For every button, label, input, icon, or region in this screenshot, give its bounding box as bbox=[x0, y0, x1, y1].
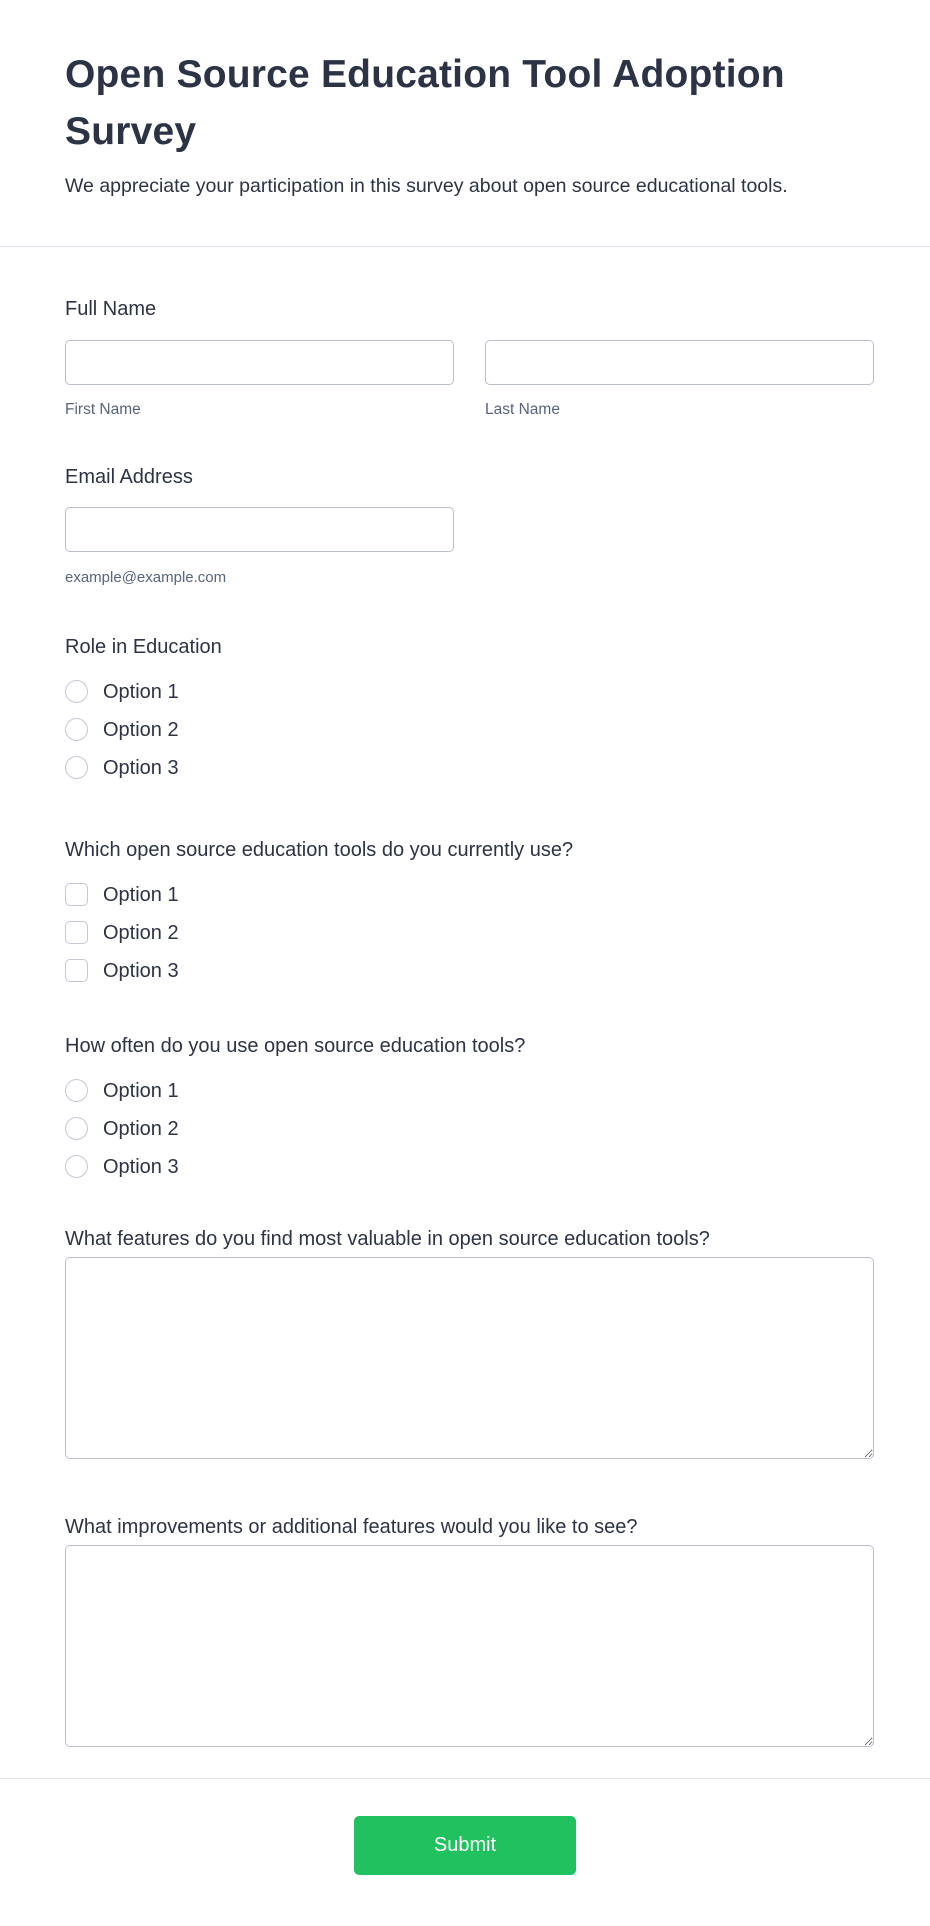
first-name-group bbox=[65, 340, 454, 419]
option-label: Option 2 bbox=[103, 1117, 179, 1140]
question-email bbox=[65, 465, 874, 587]
form-title: Open Source Education Tool Adoption Survey bbox=[65, 53, 785, 153]
form-subtitle: We appreciate your participation in this survey about open source educational tools. bbox=[65, 175, 788, 197]
radio-input[interactable] bbox=[65, 756, 88, 779]
frequency-option-2[interactable] bbox=[65, 1113, 179, 1144]
tools-option-2[interactable] bbox=[65, 917, 179, 948]
option-label: Option 1 bbox=[103, 680, 179, 703]
tools-option-1[interactable] bbox=[65, 879, 179, 910]
option-label: Option 3 bbox=[103, 1155, 179, 1178]
frequency-option-1[interactable] bbox=[65, 1075, 179, 1106]
question-valuable-features bbox=[65, 1227, 874, 1459]
name-row bbox=[65, 340, 874, 419]
tools-option-3[interactable] bbox=[65, 955, 179, 986]
checkbox-input[interactable] bbox=[65, 959, 88, 982]
option-label: Option 3 bbox=[103, 756, 179, 779]
last-name-sublabel: Last Name bbox=[485, 401, 560, 418]
option-label: Option 2 bbox=[103, 921, 179, 944]
question-full-name bbox=[65, 297, 874, 419]
last-name-group bbox=[485, 340, 874, 419]
role-option-3[interactable] bbox=[65, 752, 179, 783]
form-body bbox=[0, 297, 930, 1747]
valuable-features-label: What features do you find most valuable in open source education tools? bbox=[65, 1228, 710, 1250]
checkbox-input[interactable] bbox=[65, 883, 88, 906]
radio-input[interactable] bbox=[65, 680, 88, 703]
frequency-label: How often do you use open source education tools? bbox=[65, 1035, 526, 1057]
question-tools-used bbox=[65, 838, 874, 986]
last-name-input[interactable] bbox=[485, 340, 874, 385]
valuable-features-textarea[interactable] bbox=[65, 1257, 874, 1459]
radio-input[interactable] bbox=[65, 1117, 88, 1140]
first-name-sublabel: First Name bbox=[65, 401, 141, 418]
role-option-1[interactable] bbox=[65, 676, 179, 707]
question-improvements bbox=[65, 1515, 874, 1747]
radio-input[interactable] bbox=[65, 718, 88, 741]
form-footer bbox=[0, 1779, 930, 1926]
header-divider bbox=[0, 246, 930, 247]
question-role bbox=[65, 635, 874, 783]
frequency-option-3[interactable] bbox=[65, 1151, 179, 1182]
option-label: Option 2 bbox=[103, 718, 179, 741]
full-name-label: Full Name bbox=[65, 298, 157, 320]
radio-input[interactable] bbox=[65, 1155, 88, 1178]
email-input[interactable] bbox=[65, 507, 454, 552]
email-label: Email Address bbox=[65, 466, 193, 488]
role-option-2[interactable] bbox=[65, 714, 179, 745]
role-label: Role in Education bbox=[65, 636, 222, 658]
option-label: Option 3 bbox=[103, 959, 179, 982]
checkbox-input[interactable] bbox=[65, 921, 88, 944]
improvements-label: What improvements or additional features would you like to see? bbox=[65, 1516, 638, 1538]
first-name-input[interactable] bbox=[65, 340, 454, 385]
option-label: Option 1 bbox=[103, 1079, 179, 1102]
submit-button[interactable]: Submit bbox=[354, 1816, 576, 1875]
option-label: Option 1 bbox=[103, 883, 179, 906]
tools-used-label: Which open source education tools do you currently use? bbox=[65, 839, 574, 861]
radio-input[interactable] bbox=[65, 1079, 88, 1102]
email-sublabel: example@example.com bbox=[65, 569, 227, 586]
form-header bbox=[0, 0, 930, 246]
question-frequency bbox=[65, 1034, 874, 1182]
improvements-textarea[interactable] bbox=[65, 1545, 874, 1747]
